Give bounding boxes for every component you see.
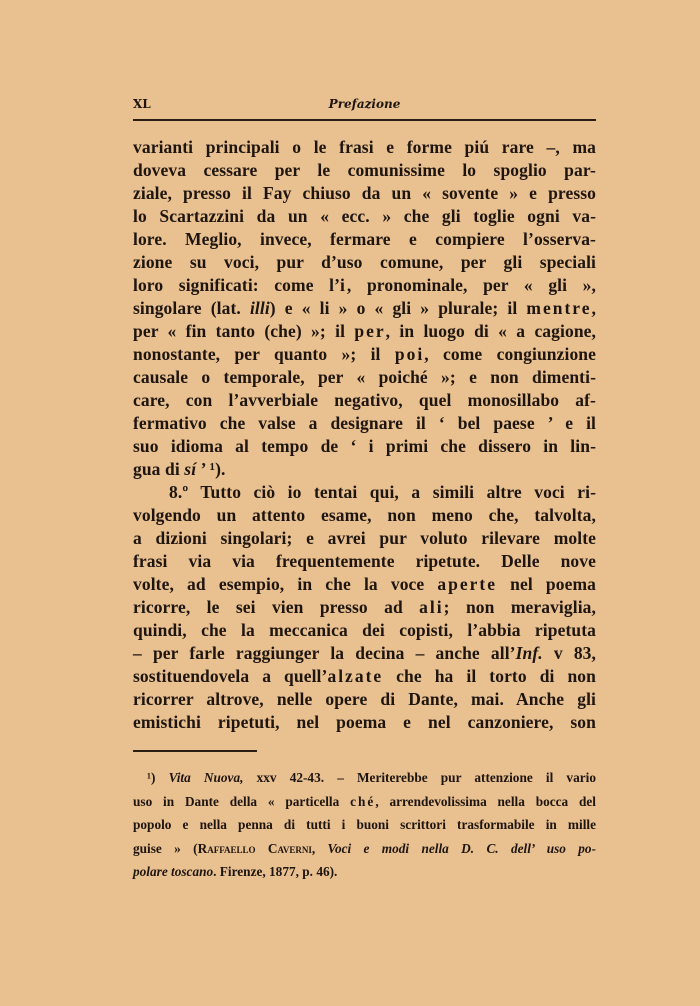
text-line xyxy=(133,412,596,435)
footnote-line xyxy=(133,766,596,790)
text-segment: ricorre, le sei vien presso ad xyxy=(133,597,420,617)
text-segment: fermativo che valse a designare il ‘ bel paese ’ e il xyxy=(133,413,596,433)
italic-text: Voci e modi nella D. C. dell’ uso po- xyxy=(327,840,597,856)
text-segment: a dizioni singolari; e avrei pur voluto rilevare molte xyxy=(133,528,596,548)
text-line xyxy=(133,182,596,205)
text-segment: frasi via via frequentemente ripetute. Delle nove xyxy=(133,551,596,571)
text-line xyxy=(133,688,596,711)
text-segment: singolare (lat. xyxy=(133,298,250,318)
spaced-text: i xyxy=(340,275,347,295)
text-line xyxy=(133,228,596,251)
text-line xyxy=(133,596,596,619)
text-segment: nel poema xyxy=(497,574,596,594)
header-rule xyxy=(133,119,596,121)
text-segment: , pronominale, per « gli », xyxy=(346,275,596,295)
text-segment: , xyxy=(591,298,596,318)
text-line xyxy=(133,550,596,573)
text-line xyxy=(133,366,596,389)
text-segment: nonostante, per quanto »; il xyxy=(133,344,395,364)
footnote-line xyxy=(133,837,596,861)
text-segment: lo Scartazzini da un « ecc. » che gli toglie ogni va- xyxy=(133,206,596,226)
spaced-text: poi xyxy=(394,344,425,364)
text-segment: ¹) xyxy=(147,770,169,785)
footnote-line xyxy=(133,790,596,814)
italic-text: Inf. xyxy=(515,643,543,663)
text-line xyxy=(133,343,596,366)
text-line xyxy=(133,504,596,527)
text-line xyxy=(133,274,596,297)
text-segment: volte, ad esempio, in che la voce xyxy=(133,574,438,594)
text-line xyxy=(133,205,596,228)
text-segment: doveva cessare per le comunissime lo spoglio par- xyxy=(133,160,596,180)
text-line xyxy=(133,527,596,550)
text-segment: ) e « li » o « gli » plurale; il xyxy=(269,298,527,318)
footnotes xyxy=(133,766,596,884)
text-segment: quindi, che la meccanica dei copisti, l’abbia ripetuta xyxy=(133,620,596,640)
running-title: Prefazione xyxy=(328,97,401,111)
text-segment: , in luogo di « a cagione, xyxy=(385,321,596,341)
text-segment: 8.º Tutto ciò io tentai qui, a simili altre voci ri- xyxy=(169,482,596,502)
text-segment: gua di xyxy=(133,459,185,479)
footnote-line xyxy=(133,860,596,884)
text-segment: sostituendovela a quell’ xyxy=(133,666,328,686)
text-segment: v 83, xyxy=(542,643,596,663)
text-segment: ’ ¹). xyxy=(196,459,226,479)
spaced-text: ché xyxy=(350,793,376,809)
spaced-text: ali xyxy=(419,597,444,617)
text-segment: popolo e nella penna di tutti i buoni scrittori trasformabile in mille xyxy=(133,817,596,832)
text-line xyxy=(133,481,596,504)
text-segment: , arrendevolissima nella bocca del xyxy=(375,793,597,809)
text-segment: per « fin tanto (che) »; il xyxy=(133,321,355,341)
small-caps-text: Raffaello Caverni xyxy=(197,840,312,856)
text-line xyxy=(133,297,596,320)
text-line xyxy=(133,251,596,274)
text-segment: xxv 42-43. – Meriterebbe pur attenzione il vario xyxy=(243,770,596,785)
text-line xyxy=(133,435,596,458)
text-line xyxy=(133,320,596,343)
text-segment: varianti principali o le frasi e forme piú rare –, ma xyxy=(133,137,596,157)
text-segment: suo idioma al tempo de ‘ i primi che dissero in lin- xyxy=(133,436,596,456)
text-segment: ; non meraviglia, xyxy=(443,597,596,617)
text-segment: , xyxy=(311,840,328,856)
spaced-text: mentre xyxy=(526,298,592,318)
text-segment: , come congiunzione xyxy=(424,344,596,364)
text-segment: emistichi ripetuti, nel poema e nel canzoniere, son xyxy=(133,712,596,732)
spaced-text: aperte xyxy=(437,574,498,594)
body-text xyxy=(133,136,596,734)
text-segment: che ha il torto di non xyxy=(383,666,596,686)
running-header xyxy=(133,97,596,117)
text-segment: loro significati: come l’ xyxy=(133,275,341,295)
footnote-line xyxy=(133,813,596,837)
italic-text: illi xyxy=(249,298,270,318)
text-segment: – per farle raggiunger la decina – anche all’ xyxy=(133,643,516,663)
page-number: XL xyxy=(133,97,151,111)
text-line xyxy=(133,458,596,481)
text-segment: uso in Dante della « particella xyxy=(133,793,351,809)
text-line xyxy=(133,619,596,642)
text-segment: care, con l’avverbiale negativo, quel monosillabo af- xyxy=(133,390,596,410)
italic-text: sí xyxy=(184,459,197,479)
text-line xyxy=(133,136,596,159)
text-segment: causale o temporale, per « poiché »; e non dimenti- xyxy=(133,367,596,387)
text-line xyxy=(133,389,596,412)
footnote-separator xyxy=(133,750,257,752)
text-segment: lore. Meglio, invece, fermare e compiere l’osserva- xyxy=(133,229,596,249)
text-segment: ricorrer altrove, nelle opere di Dante, mai. Anche gli xyxy=(133,689,596,709)
text-segment: guise » ( xyxy=(133,840,198,856)
text-line xyxy=(133,573,596,596)
italic-text: Vita Nuova, xyxy=(168,770,244,785)
text-line xyxy=(133,642,596,665)
text-line xyxy=(133,711,596,734)
text-segment: . Firenze, 1877, p. 46). xyxy=(213,864,338,879)
text-line xyxy=(133,159,596,182)
spaced-text: per xyxy=(354,321,386,341)
text-segment: ziale, presso il Fay chiuso da un « sovente » e presso xyxy=(133,183,596,203)
italic-text: polare toscano xyxy=(133,864,214,879)
text-segment: volgendo un attento esame, non meno che, talvolta, xyxy=(133,505,596,525)
spaced-text: alzate xyxy=(327,666,384,686)
text-line xyxy=(133,665,596,688)
text-segment: zione su voci, pur d’uso comune, per gli speciali xyxy=(133,252,596,272)
